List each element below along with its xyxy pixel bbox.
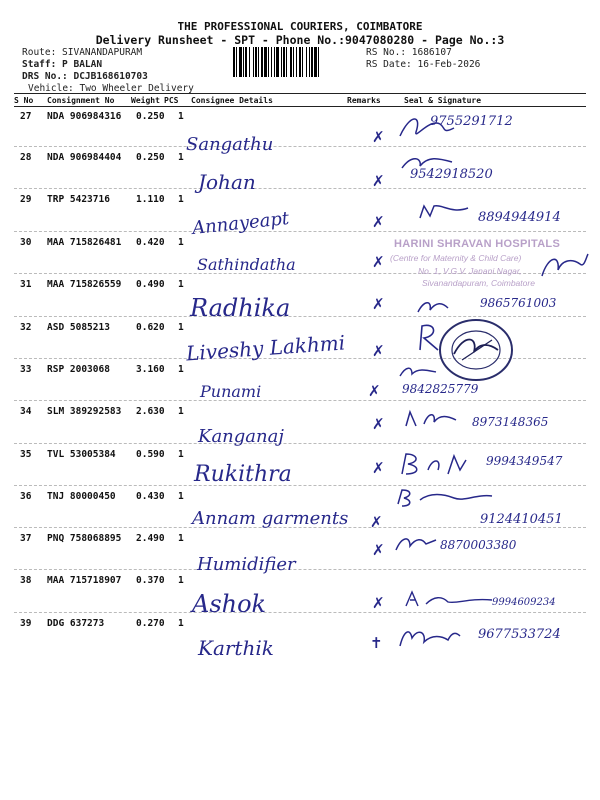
- col-header-sno: S No: [14, 96, 34, 105]
- row-consignment-no: NDA 906984404: [47, 152, 122, 163]
- barcode-bar: [290, 47, 292, 77]
- row-consignment-no: SLM 389292583: [47, 406, 122, 417]
- row-weight: 0.270: [136, 618, 165, 629]
- signature-icon: [402, 588, 498, 612]
- handwritten-phone: 8894944914: [478, 210, 561, 225]
- row-sno: 29: [20, 194, 32, 205]
- handwritten-name: Johan: [198, 170, 256, 194]
- handwritten-name: Humidifier: [197, 554, 296, 575]
- signature-icon: [402, 406, 464, 432]
- barcode-bar: [318, 47, 319, 77]
- row-weight: 2.630: [136, 406, 165, 417]
- handwritten-phone: 9124410451: [480, 512, 563, 527]
- handwritten-phone: 9842825779: [402, 382, 479, 396]
- delivered-mark-icon: ✗: [372, 213, 385, 231]
- barcode-bar: [302, 47, 303, 77]
- row-pcs: 1: [178, 449, 184, 460]
- row-pcs: 1: [178, 194, 184, 205]
- delivered-mark-icon: ✗: [372, 172, 385, 190]
- barcode-bar: [243, 47, 244, 77]
- barcode-bar: [306, 47, 307, 77]
- row-sno: 32: [20, 322, 32, 333]
- row-pcs: 1: [178, 575, 184, 586]
- barcode-bar: [258, 47, 259, 77]
- row-consignment-no: MAA 715826559: [47, 279, 122, 290]
- row-divider: [14, 443, 586, 444]
- barcode-bar: [274, 47, 275, 77]
- row-divider: [14, 231, 586, 232]
- barcode-icon: [233, 47, 359, 77]
- barcode-bar: [286, 47, 287, 77]
- row-consignment-no: TRP 5423716: [47, 194, 110, 205]
- delivered-mark-icon: ✗: [372, 342, 385, 360]
- row-sno: 35: [20, 449, 32, 460]
- row-divider: [14, 400, 586, 401]
- col-header-consignment: Consignment No: [47, 96, 115, 105]
- row-pcs: 1: [178, 322, 184, 333]
- col-header-remarks: Remarks: [347, 96, 381, 105]
- handwritten-phone: 9677533724: [478, 627, 561, 642]
- handwritten-name: Rukithra: [194, 462, 292, 487]
- delivered-mark-icon: ✗: [372, 594, 385, 612]
- stamp-line: (Centre for Maternity & Child Care): [390, 253, 522, 263]
- delivered-mark-icon: ✗: [372, 541, 385, 559]
- barcode-bar: [261, 47, 263, 77]
- stamp-line: No. 1, V.G.V. Janani Nagar,: [418, 266, 522, 276]
- row-consignment-no: TNJ 80000450: [47, 491, 116, 502]
- row-consignment-no: TVL 53005384: [47, 449, 116, 460]
- row-sno: 28: [20, 152, 32, 163]
- rs-date: RS Date: 16-Feb-2026: [366, 59, 481, 70]
- row-sno: 39: [20, 618, 32, 629]
- col-header-seal: Seal & Signature: [404, 96, 482, 105]
- row-sno: 34: [20, 406, 32, 417]
- handwritten-phone: 8973148365: [472, 415, 549, 429]
- header-rule-bottom: [14, 106, 586, 107]
- barcode-bar: [253, 47, 254, 77]
- signature-icon: [394, 486, 498, 512]
- round-seal-icon: [434, 316, 518, 384]
- signature-icon: [392, 532, 444, 556]
- company-name: THE PROFESSIONAL COURIERS, COIMBATORE: [177, 20, 423, 33]
- row-consignment-no: RSP 2003068: [47, 364, 110, 375]
- row-weight: 2.490: [136, 533, 165, 544]
- handwritten-name: Sathindatha: [197, 255, 296, 274]
- barcode-bar: [276, 47, 279, 77]
- row-divider: [14, 188, 586, 189]
- row-weight: 0.370: [136, 575, 165, 586]
- handwritten-name: Annayeapt: [191, 207, 291, 240]
- row-weight: 0.420: [136, 237, 165, 248]
- staff-label: Staff: P BALAN: [22, 59, 103, 70]
- delivered-mark-icon: ✗: [370, 513, 383, 531]
- barcode-bar: [309, 47, 310, 77]
- hospital-stamp: [388, 238, 568, 290]
- stamp-line: Sivanandapuram, Coimbatore: [422, 278, 535, 288]
- handwritten-name: Liveshy Lakhmi: [185, 330, 346, 366]
- row-weight: 0.250: [136, 111, 165, 122]
- row-pcs: 1: [178, 237, 184, 248]
- row-consignment-no: DDG 637273: [47, 618, 105, 629]
- barcode-bar: [233, 47, 235, 77]
- header-rule-top: [14, 93, 586, 94]
- row-pcs: 1: [178, 533, 184, 544]
- drs-number: DRS No.: DCJB168610703: [22, 71, 148, 82]
- route-label: Route: SIVANANDAPURAM: [22, 47, 143, 58]
- col-header-consignee: Consignee Details: [191, 96, 273, 105]
- signature-icon: [396, 624, 464, 652]
- delivered-mark-icon: ✗: [372, 459, 385, 477]
- row-sno: 30: [20, 237, 32, 248]
- row-pcs: 1: [178, 491, 184, 502]
- row-weight: 0.620: [136, 322, 165, 333]
- barcode-bar: [249, 47, 250, 77]
- row-consignment-no: NDA 906984316: [47, 111, 122, 122]
- handwritten-name: Sangathu: [186, 134, 274, 155]
- row-consignment-no: PNQ 758068895: [47, 533, 122, 544]
- barcode-bar: [236, 47, 237, 77]
- stamp-line: HARINI SHRAVAN HOSPITALS: [394, 238, 561, 250]
- col-header-weight: Weight: [131, 96, 160, 105]
- handwritten-name: Punami: [200, 382, 262, 401]
- signature-icon: [398, 450, 482, 480]
- delivered-mark-icon: ✗: [372, 128, 385, 146]
- barcode-bar: [314, 47, 317, 77]
- row-weight: 0.590: [136, 449, 165, 460]
- row-divider: [14, 569, 586, 570]
- rs-number: RS No.: 1686107: [366, 47, 452, 58]
- signature-icon: [416, 200, 476, 224]
- row-weight: 0.430: [136, 491, 165, 502]
- handwritten-phone: 9755291712: [430, 114, 513, 129]
- row-divider: [14, 485, 586, 486]
- barcode-bar: [239, 47, 242, 77]
- handwritten-phone: 9994609234: [492, 597, 556, 608]
- row-weight: 1.110: [136, 194, 165, 205]
- row-pcs: 1: [178, 618, 184, 629]
- delivered-mark-icon: ✗: [368, 382, 381, 400]
- row-sno: 36: [20, 491, 32, 502]
- col-header-pcs: PCS: [164, 96, 179, 105]
- barcode-bar: [293, 47, 294, 77]
- barcode-bar: [283, 47, 285, 77]
- handwritten-phone: 8870003380: [440, 538, 517, 552]
- row-sno: 33: [20, 364, 32, 375]
- delivered-mark-icon: ✗: [372, 415, 385, 433]
- row-sno: 38: [20, 575, 32, 586]
- handwritten-name: Radhika: [190, 294, 291, 322]
- handwritten-name: Ashok: [192, 590, 267, 618]
- row-sno: 27: [20, 111, 32, 122]
- barcode-bar: [268, 47, 269, 77]
- barcode-bar: [271, 47, 272, 77]
- row-weight: 0.490: [136, 279, 165, 290]
- row-divider: [14, 146, 586, 147]
- row-sno: 37: [20, 533, 32, 544]
- barcode-bar: [296, 47, 297, 77]
- handwritten-phone: 9994349547: [486, 454, 563, 468]
- barcode-bar: [255, 47, 257, 77]
- handwritten-name: Karthik: [198, 636, 274, 660]
- row-consignment-no: MAA 715826481: [47, 237, 122, 248]
- row-pcs: 1: [178, 279, 184, 290]
- delivered-mark-icon: ✝: [370, 634, 383, 652]
- handwritten-phone: 9542918520: [410, 167, 493, 182]
- handwritten-name: Kanganaj: [198, 426, 284, 447]
- barcode-bar: [264, 47, 267, 77]
- barcode-bar: [299, 47, 301, 77]
- row-pcs: 1: [178, 152, 184, 163]
- row-pcs: 1: [178, 364, 184, 375]
- row-pcs: 1: [178, 111, 184, 122]
- row-sno: 31: [20, 279, 32, 290]
- signature-icon: [414, 296, 454, 318]
- row-consignment-no: MAA 715718907: [47, 575, 122, 586]
- delivered-mark-icon: ✗: [372, 253, 385, 271]
- delivered-mark-icon: ✗: [372, 295, 385, 313]
- vehicle-label: Vehicle: Two Wheeler Delivery: [28, 83, 194, 94]
- barcode-bar: [281, 47, 282, 77]
- handwritten-name: Annam garments: [192, 508, 349, 529]
- handwritten-phone: 9865761003: [480, 296, 557, 310]
- runsheet-title: Delivery Runsheet - SPT - Phone No.:9047080280 - Page No.:3: [95, 33, 505, 47]
- row-weight: 0.250: [136, 152, 165, 163]
- barcode-bar: [245, 47, 247, 77]
- row-weight: 3.160: [136, 364, 165, 375]
- barcode-bar: [311, 47, 313, 77]
- row-consignment-no: ASD 5085213: [47, 322, 110, 333]
- row-divider: [14, 612, 586, 613]
- row-pcs: 1: [178, 406, 184, 417]
